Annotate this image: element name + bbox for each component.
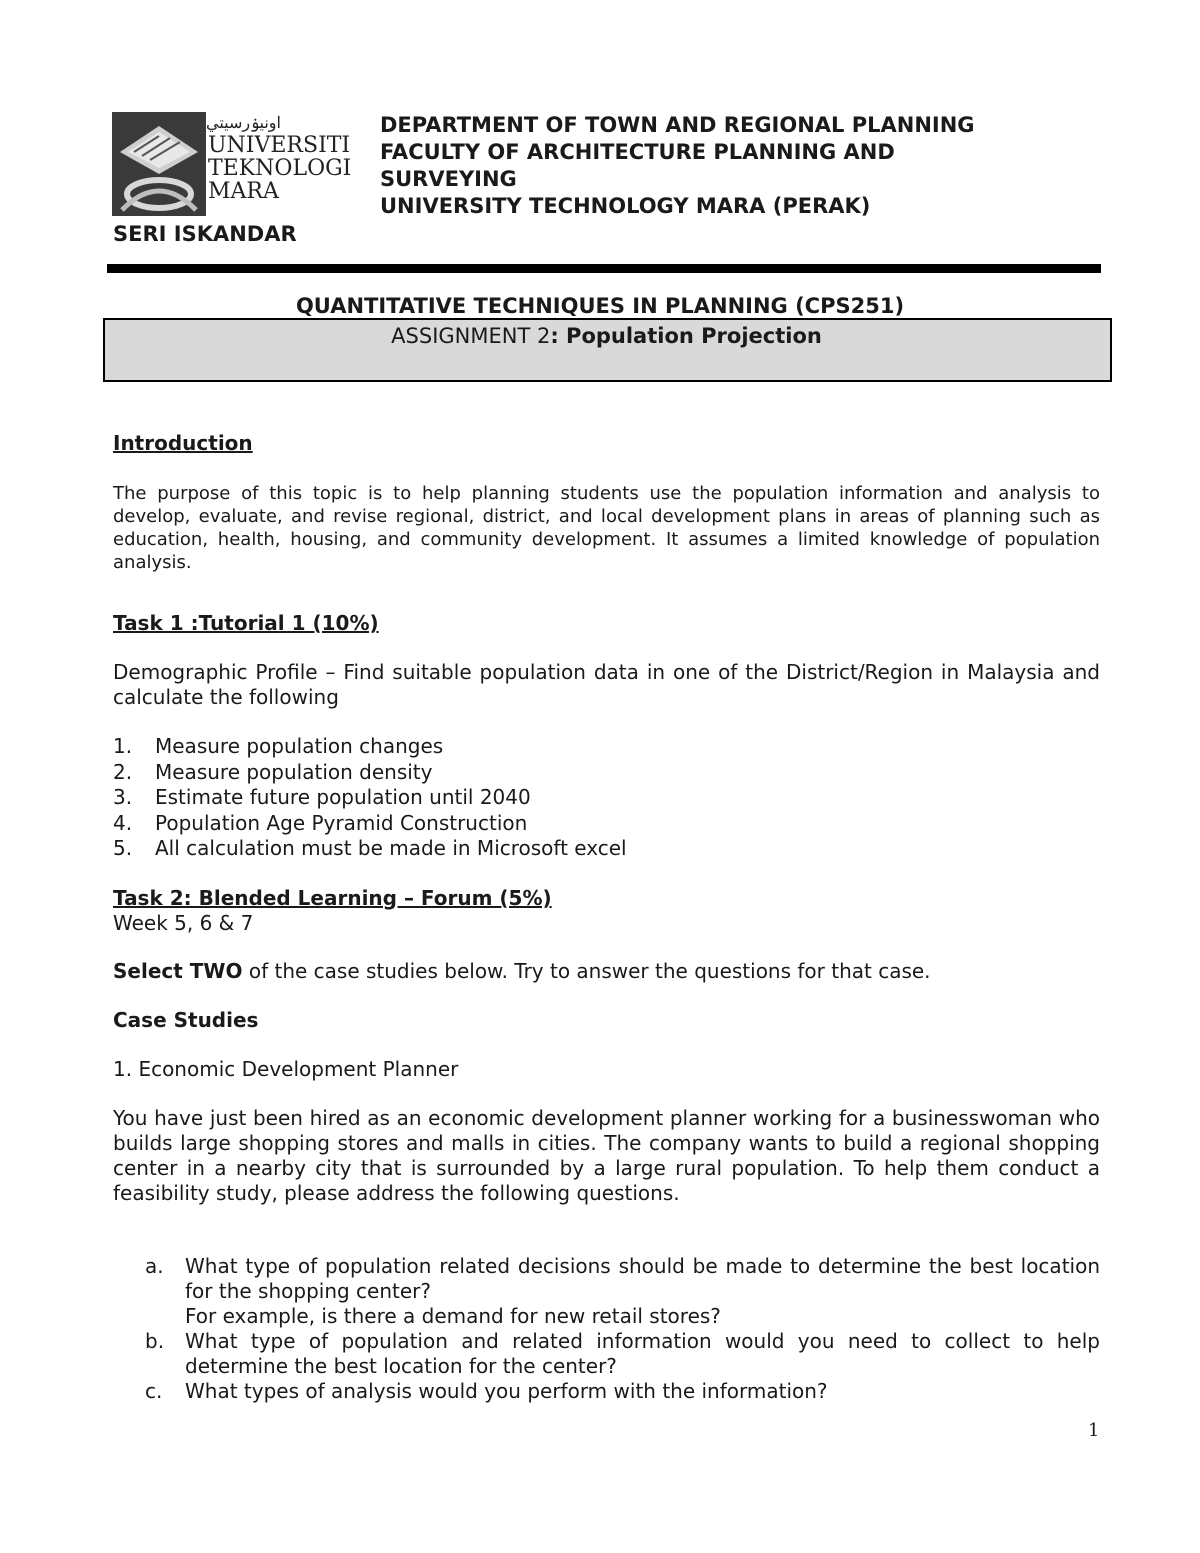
dept-line: FACULTY OF ARCHITECTURE PLANNING AND — [380, 140, 895, 164]
list-item — [113, 760, 1100, 786]
list-number: 5. — [113, 836, 133, 860]
question-item — [145, 1329, 1100, 1379]
question-letter: b. — [145, 1329, 165, 1353]
task2-instruction — [113, 959, 931, 983]
list-number: 1. — [113, 734, 133, 758]
list-number: 4. — [113, 810, 133, 835]
question-letter: c. — [145, 1379, 163, 1403]
list-text: Estimate future population until 2040 — [155, 785, 531, 809]
assignment-name: : Population Projection — [550, 324, 822, 348]
case1-text: You have just been hired as an economic development planner working for a businesswoman who builds large shopping stores and malls in cities. The company wants to build a regional shopping center in a nearby city that is surrounded by a large rural population. To help them conduct a feasibility study, please address the following questions. — [113, 1106, 1100, 1205]
logo-line: TEKNOLOGI — [208, 156, 352, 181]
list-number: 2. — [113, 759, 133, 784]
list-item — [113, 836, 1100, 862]
list-item — [113, 785, 1100, 811]
task2-heading: Task 2: Blended Learning – Forum (5%) — [113, 886, 552, 910]
question-item — [145, 1379, 1100, 1404]
question-example: For example, is there a demand for new retail stores? — [185, 1304, 721, 1328]
course-title: QUANTITATIVE TECHNIQUES IN PLANNING (CPS251) — [295, 294, 905, 318]
logo-wordmark — [208, 134, 351, 203]
introduction-text: The purpose of this topic is to help planning students use the population information and analysis to develop, evaluate, and revise regional, district, and local development plans in areas of planning such as education, health, housing, and community development. It assumes a limited knowledge of population analysis. — [113, 483, 1100, 573]
list-number: 3. — [113, 785, 133, 809]
assignment-title — [0, 324, 1200, 348]
introduction-heading: Introduction — [113, 431, 253, 455]
task1-heading: Task 1 :Tutorial 1 (10%) — [113, 611, 379, 635]
question-text: What type of population and related information would you need to collect to help determine the best location for the center? — [185, 1329, 1100, 1378]
list-text: Measure population density — [155, 759, 433, 784]
select-two-emphasis: Select TWO — [113, 959, 243, 983]
list-text: All calculation must be made in Microsoft excel — [155, 836, 627, 860]
task2-weeks: Week 5, 6 & 7 — [113, 911, 254, 935]
question-letter: a. — [145, 1254, 164, 1278]
list-text: Measure population changes — [155, 734, 444, 758]
header-divider — [107, 264, 1101, 273]
task1-list — [113, 734, 1100, 862]
logo-line: MARA — [208, 179, 279, 204]
question-text: What type of population related decisions should be made to determine the best location for the shopping center? — [185, 1254, 1100, 1303]
select-two-rest: of the case studies below. Try to answer the questions for that case. — [242, 959, 931, 983]
department-heading — [380, 112, 1120, 220]
page-number: 1 — [1088, 1420, 1100, 1441]
logo-line: UNIVERSITI — [208, 133, 351, 158]
case1-questions — [145, 1254, 1100, 1404]
logo-arabic-text: اونيۏرسيتي — [206, 113, 281, 132]
case1-title: 1. Economic Development Planner — [113, 1057, 459, 1081]
list-item — [113, 811, 1100, 837]
dept-line: SURVEYING — [380, 167, 517, 191]
dept-line: UNIVERSITY TECHNOLOGY MARA (PERAK) — [380, 194, 871, 218]
task1-text: Demographic Profile – Find suitable population data in one of the District/Region in Malaysia and calculate the following — [113, 660, 1100, 709]
question-text: What types of analysis would you perform with the information? — [185, 1379, 828, 1403]
question-item — [145, 1254, 1100, 1329]
list-text: Population Age Pyramid Construction — [155, 810, 528, 835]
assignment-prefix: ASSIGNMENT 2 — [391, 324, 551, 348]
dept-line: DEPARTMENT OF TOWN AND REGIONAL PLANNING — [380, 113, 975, 137]
campus-name: SERI ISKANDAR — [113, 222, 297, 246]
case-studies-heading: Case Studies — [113, 1008, 259, 1032]
list-item — [113, 734, 1100, 760]
